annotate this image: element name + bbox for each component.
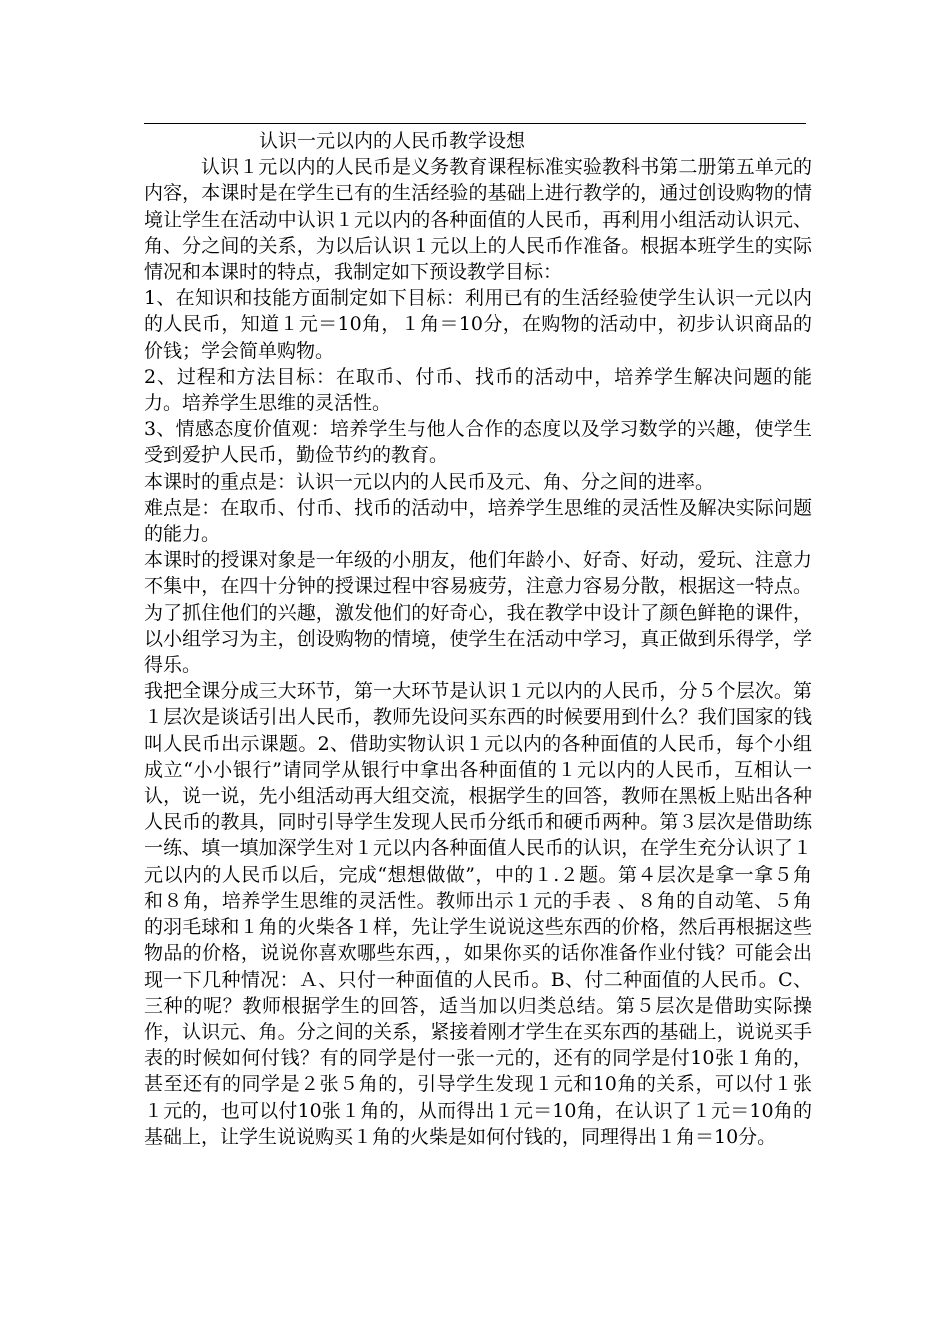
lesson-process-paragraph: 我把全课分成三大环节，第一大环节是认识１元以内的人民币，分５个层次。第１层次是谈话引出人民币，教师先设问买东西的时候要用到什么？我们国家的钱叫人民币出示课题。2、借助实物认识１元以内的各种面值的人民币，每个小组成立“小小银行”请同学从银行中拿出各种面值的１元以内的人民币，互相认一认，说一说，先小组活动再大组交流，根据学生的回答，教师在黑板上贴出各种人民币的教具，同时引导学生发现人民币分纸币和硬币两种。第３层次是借助练一练、填一填加深学生对１元以内各种面值人民币的认识，在学生充分认识了１元以内的人民币以后，完成“想想做做”，中的１.２题。第４层次是拿一拿５角和８角，培养学生思维的灵活性。教师出示１元的手表 、８角的自动笔、５角的羽毛球和１角的火柴各１样，先让学生说说这些东西的价格，然后再根据这些物品的价格，说说你喜欢哪些东西，，如果你买的话你准备作业付钱？可能会出现一下几种情况：Ａ、只付一种面值的人民币。B、付二种面值的人民币。C、三种的呢？教师根据学生的回答，适当加以归类总结。第５层次是借助实际操作，认识元、角。分之间的关系，紧接着刚才学生在买东西的基础上，说说买手表的时候如何付钱？有的同学是付一张一元的，还有的同学是付10张１角的，甚至还有的同学是２张５角的，引导学生发现１元和10角的关系，可以付１张１元的，也可以付10张１角的，从而得出１元＝10角，在认识了１元＝10角的基础上，让学生说说购买１角的火柴是如何付钱的，同理得出１角＝10分。 xyxy=(144,680,812,1148)
document-title: 认识一元以内的人民币教学设想 xyxy=(259,130,526,152)
audience-paragraph: 本课时的授课对象是一年级的小朋友，他们年龄小、好奇、好动，爱玩、注意力不集中，在四十分钟的授课过程中容易疲劳，注意力容易分散，根据这一特点。为了抓住他们的兴趣，激发他们的好奇心，我在教学中设计了颜色鲜艳的课件，以小组学习为主，创设购物的情境，使学生在活动中学习，真正做到乐得学，学得乐。 xyxy=(144,549,812,677)
difficulty-paragraph: 难点是：在取币、付币、找币的活动中，培养学生思维的灵活性及解决实际问题的能力。 xyxy=(144,496,812,546)
goal-process-paragraph: 2、过程和方法目标：在取币、付币、找币的活动中，培养学生解决问题的能力。培养学生思维的灵活性。 xyxy=(144,365,812,415)
header-rule xyxy=(144,123,806,124)
goal-knowledge-paragraph: 1、在知识和技能方面制定如下目标：利用已有的生活经验使学生认识一元以内的人民币，知道１元＝10角，１角＝10分，在购物的活动中，初步认识商品的价钱；学会简单购物。 xyxy=(144,287,812,362)
key-point-paragraph: 本课时的重点是：认识一元以内的人民币及元、角、分之间的进率。 xyxy=(144,470,715,493)
document-body xyxy=(144,128,812,1150)
intro-paragraph: 认识１元以内的人民币是义务教育课程标准实验教科书第二册第五单元的内容，本课时是在学生已有的生活经验的基础上进行教学的，通过创设购物的情境让学生在活动中认识１元以内的各种面值的人民币，再利用小组活动认识元、角、分之间的关系，为以后认识１元以上的人民币作准备。根据本班学生的实际情况和本课时的特点，我制定如下预设教学目标： xyxy=(144,156,812,284)
goal-emotion-paragraph: 3、情感态度价值观：培养学生与他人合作的态度以及学习数学的兴趣，使学生受到爱护人民币，勤俭节约的教育。 xyxy=(144,418,812,467)
